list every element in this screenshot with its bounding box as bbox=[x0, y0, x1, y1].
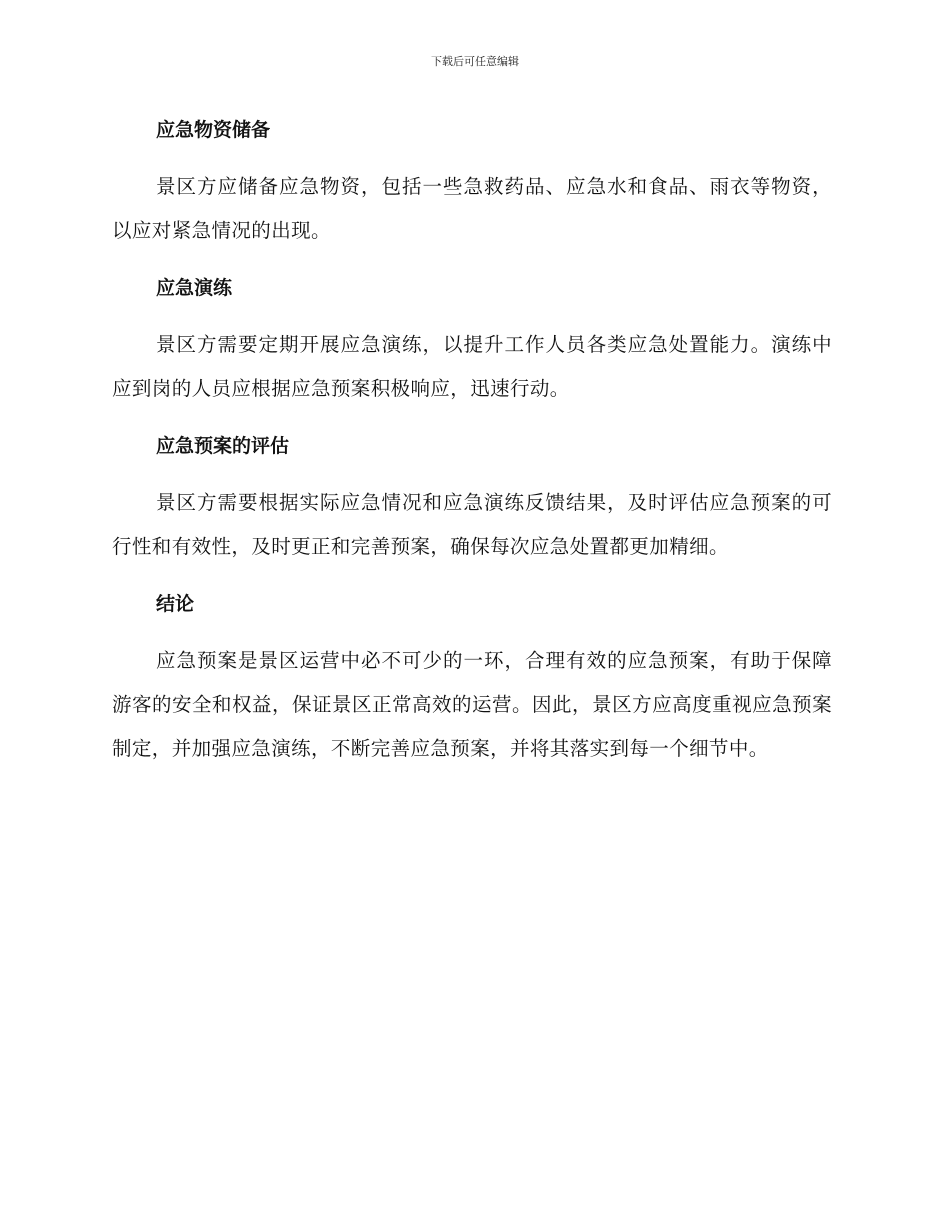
section-heading-supplies: 应急物资储备 bbox=[156, 119, 271, 141]
header-note: 下载后可任意编辑 bbox=[431, 55, 519, 68]
section-heading-evaluation: 应急预案的评估 bbox=[156, 435, 290, 457]
document-body bbox=[112, 108, 832, 784]
section-body-drill: 景区方需要定期开展应急演练，以提升工作人员各类应急处置能力。演练中应到岗的人员应根据应急预案积极响应，迅速行动。 bbox=[112, 333, 832, 400]
section-heading-conclusion: 结论 bbox=[156, 593, 195, 615]
section-body-evaluation: 景区方需要根据实际应急情况和应急演练反馈结果，及时评估应急预案的可行性和有效性，及时更正和完善预案，确保每次应急处置都更加精细。 bbox=[112, 491, 832, 558]
section-body-supplies: 景区方应储备应急物资，包括一些急救药品、应急水和食品、雨衣等物资，以应对紧急情况的出现。 bbox=[112, 175, 832, 242]
section-body-conclusion: 应急预案是景区运营中必不可少的一环，合理有效的应急预案，有助于保障游客的安全和权益，保证景区正常高效的运营。因此，景区方应高度重视应急预案制定，并加强应急演练，不断完善应急预案，并将其落实到每一个细节中。 bbox=[112, 649, 832, 760]
section-heading-drill: 应急演练 bbox=[156, 277, 233, 299]
